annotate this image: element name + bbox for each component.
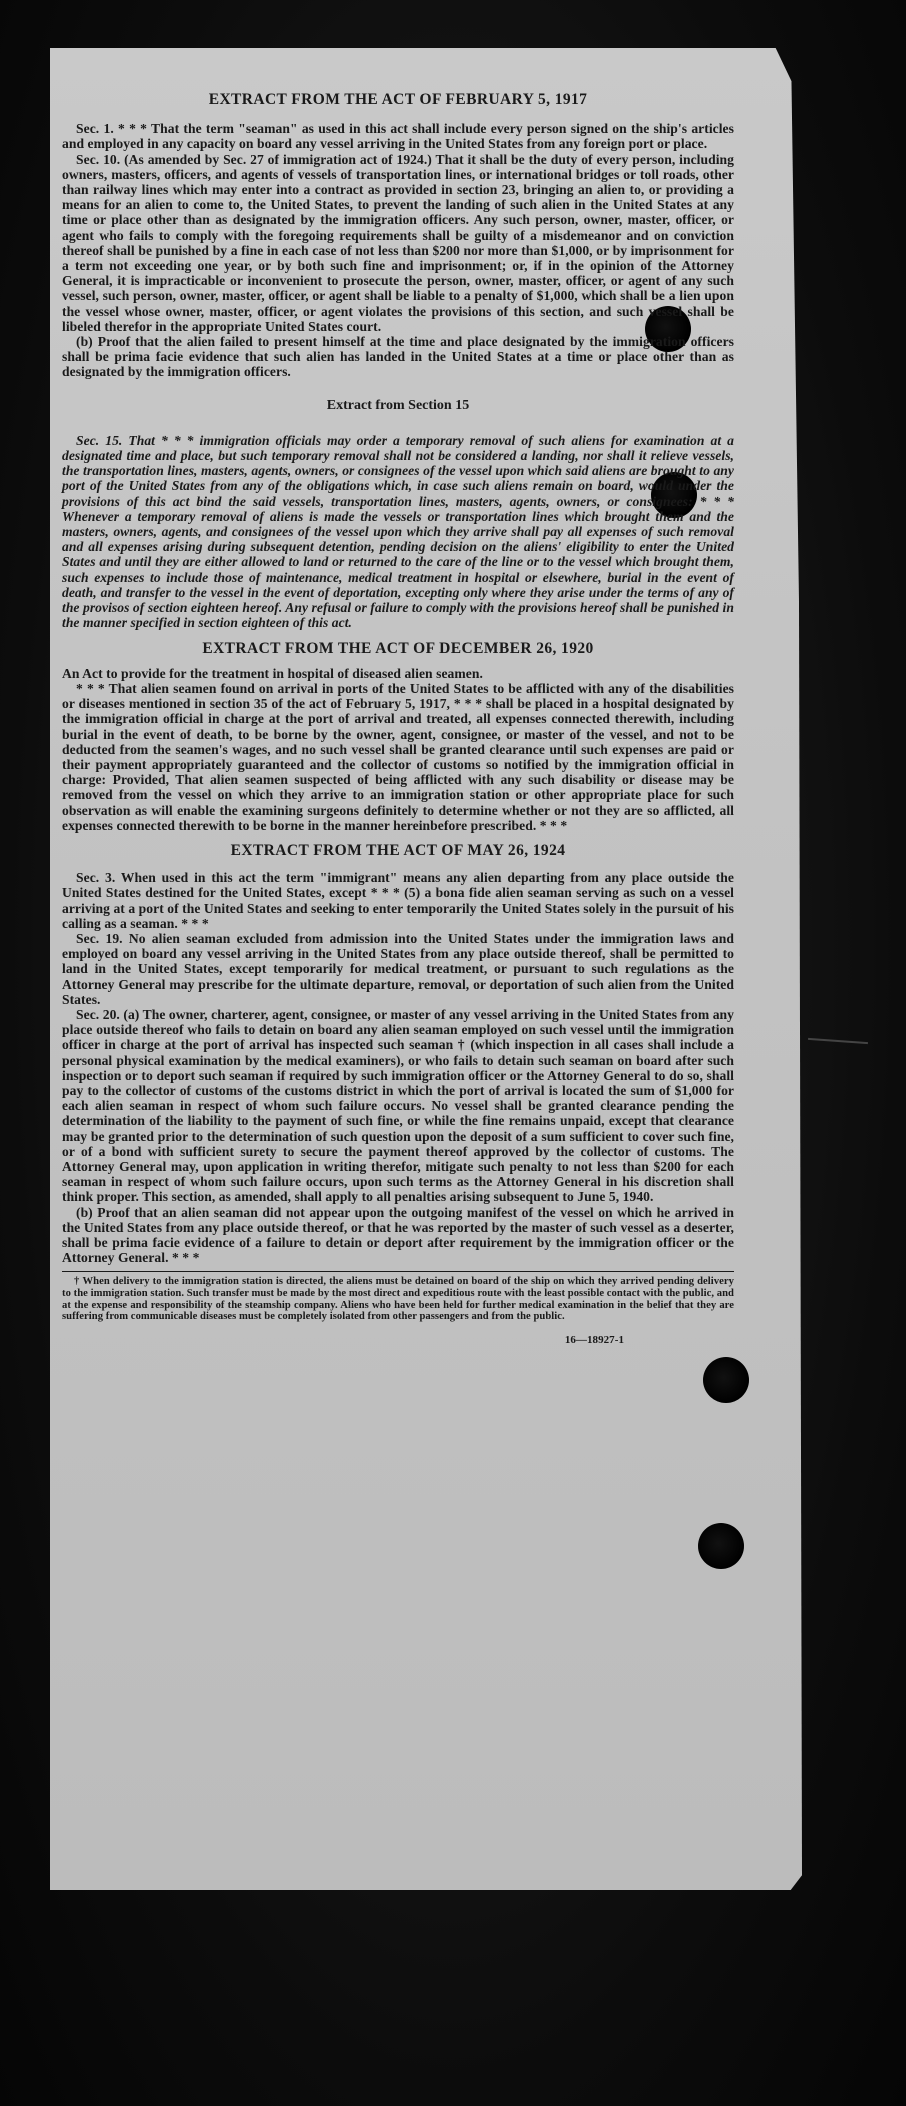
heading-dec-1920: EXTRACT FROM THE ACT OF DECEMBER 26, 1920 xyxy=(202,639,594,657)
footnote xyxy=(62,1276,734,1322)
dec-1920-paragraph: * * * That alien seamen found on arrival in ports of the United States to be afflicted with any of the disabilities or diseases mentioned in section 35 of the act of February 5, 1917, * * * shall be placed in a hospital designated by the immigration official in charge at the port of arrival and treated, all expenses connected therewith, including burial in the event of death, to be borne by the owner, agent, consignee, or master of the vessel, and not to be deducted from the seamen's wages, and no such vessel shall be granted clearance until such expenses are paid or their payment appropriately guaranteed and the collector of customs so notified by the immigration official in charge: Provided, That alien seamen suspected of being afflicted with any such disability or disease may be removed from the vessel on which they arrive to an immigration station or other appropriate place for such observation as will enable the examining surgeons definitely to determine whether or not they are so afflicted, all expenses connected therewith to be borne in the manner hereinbefore prescribed. * * * xyxy=(62,680,734,833)
section-20a-paragraph: Sec. 20. (a) The owner, charterer, agent, consignee, or master of any vessel arriving in the United States from any place outside thereof who fails to detain on board any alien seaman employed on such vessel until the immigration officer in charge at the port of arrival has inspected such seaman † (which inspection in all cases shall include a personal physical examination by the medical examiners), or who fails to detain such seaman on board after such inspection or to deport such seaman if required by such immigration officer or the Attorney General to do so, shall pay to the collector of customs of the customs district in which the port of arrival is located the sum of $1,000 for each alien seaman in respect of whom such failure occurs. No vessel shall be granted clearance pending the determination of the liability to the payment of such fine, or while the fine remains unpaid, except that clearance may be granted prior to the determination of such question upon the deposit of a sum sufficient to cover such fine, or of a bond with sufficient surety to secure the payment thereof approved by the collector of customs. The Attorney General may, upon application in writing therefor, mitigate such penalty to not less than $200 for each seaman in respect of whom such failure occurs, upon such terms as the Attorney General in his discretion shall think proper. This section, as amended, shall apply to all penalties arising subsequent to June 5, 1940. xyxy=(62,1006,734,1205)
heading-may-1924: EXTRACT FROM THE ACT OF MAY 26, 1924 xyxy=(230,841,566,859)
section-20b-paragraph: (b) Proof that an alien seaman did not appear upon the outgoing manifest of the vessel on which he arrived in the United States from any place outside thereof, or that he was reported by the master of such vessel as a deserter, shall be prima facie evidence of a failure to detain or deport after requirement by the immigration officer or the Attorney General. * * * xyxy=(62,1204,734,1266)
section-10b-paragraph: (b) Proof that the alien failed to present himself at the time and place designated by the immigration officers shall be prima facie evidence that such alien has landed in the United States at a time or place other than as designated by the immigration officers. xyxy=(62,334,734,380)
dec-1920-title-line: An Act to provide for the treatment in hospital of diseased alien seamen. xyxy=(62,665,483,681)
heading-section-15: Extract from Section 15 xyxy=(326,397,470,413)
section-1-paragraph: Sec. 1. * * * That the term "seaman" as used in this act shall include every person signed on the ship's articles and employed in any capacity on board any vessel arriving in the United States from any foreign port or place. xyxy=(62,121,734,152)
heading-feb-1917: EXTRACT FROM THE ACT OF FEBRUARY 5, 1917 xyxy=(208,91,588,108)
document-number: 16—18927-1 xyxy=(564,1333,624,1346)
section-15-paragraph: Sec. 15. That * * * immigration officials may order a temporary removal of such aliens for examination at a designated time and place, but such temporary removal shall not be considered a landing, nor shall it relieve vessels, the transportation lines, masters, agents, owners, or consignees of the vessel upon which said aliens are brought to any port of the United States from any of the obligations which, in case such aliens remain on board, would under the provisions of this act bind the said vessels, transportation lines, masters, agents, owners, or consignees: * * * Whenever a temporary removal of aliens is made the vessels or transportation lines which brought them and the masters, owners, agents, and consignees of the vessel upon which they arrive shall pay all expenses of such removal and all expenses arising during subsequent detention, pending decision on the aliens' eligibility to enter the United States and until they are either allowed to land or returned to the care of the line or to the vessel which brought them, such expenses to include those of maintenance, medical treatment in hospital or elsewhere, burial in the event of death, and transfer to the vessel in the event of deportation, excepting only where they arise under the terms of any of the provisos of section eighteen hereof. Any refusal or failure to comply with the provisions hereof shall be punished in the manner specified in section eighteen of this act. xyxy=(62,432,734,631)
footnote-divider xyxy=(62,1271,734,1272)
section-19-paragraph: Sec. 19. No alien seaman excluded from admission into the United States under the immigration laws and employed on board any vessel arriving in the United States from any place outside thereof, shall be permitted to land in the United States, except temporarily for medical treatment, or pursuant to such regulations as the Attorney General may prescribe for the ultimate departure, removal, or deportation of such alien from the United States. xyxy=(62,930,734,1007)
punch-hole xyxy=(703,1357,749,1403)
punch-hole xyxy=(698,1523,744,1569)
section-3-paragraph: Sec. 3. When used in this act the term "immigrant" means any alien departing from any place outside the United States destined for the United States, except * * * (5) a bona fide alien seaman serving as such on a vessel arriving at a port of the United States and seeking to enter temporarily the United States solely in the pursuit of his calling as a seaman. * * * xyxy=(62,870,734,931)
scan-mark xyxy=(808,1038,868,1044)
footnote-text: † When delivery to the immigration station is directed, the aliens must be detained on board of the ship on which they arrived pending delivery to the immigration station. Such transfer must be made by the most direct and expeditious route with the least possible contact with the public, and at the expense and responsibility of the steamship company. Aliens who have been held for further medical examination in the belief that they are suffering from communicable diseases must be completely isolated from other passengers and from the public. xyxy=(62,1276,734,1323)
section-10-paragraph: Sec. 10. (As amended by Sec. 27 of immigration act of 1924.) That it shall be the duty of every person, including owners, masters, officers, and agents of vessels of transportation lines, or international bridges or toll roads, other than railway lines which may enter into a contract as provided in section 23, bringing an alien to, or providing a means for an alien to come to, the United States, to prevent the landing of such alien in the United States at any time or place other than as designated by the immigration officers. Any such person, owner, master, officer, or agent who fails to comply with the foregoing requirements shall be guilty of a misdemeanor and on conviction thereof shall be punished by a fine in each case of not less than $200 nor more than $1,000, or by imprisonment for a term not exceeding one year, or by both such fine and imprisonment; or, if in the opinion of the Attorney General, it is impracticable or inconvenient to prosecute the person, owner, master, officer, or agent of any such vessel, such person, owner, master, officer, or agent shall be liable to a penalty of $1,000, which shall be a lien upon the vessel whose owner, master, officer, or agent violates the provisions of this section, and such vessel shall be libeled therefor in the appropriate United States court. xyxy=(62,151,734,334)
document-text xyxy=(62,92,734,1348)
section-15-block xyxy=(62,433,734,631)
